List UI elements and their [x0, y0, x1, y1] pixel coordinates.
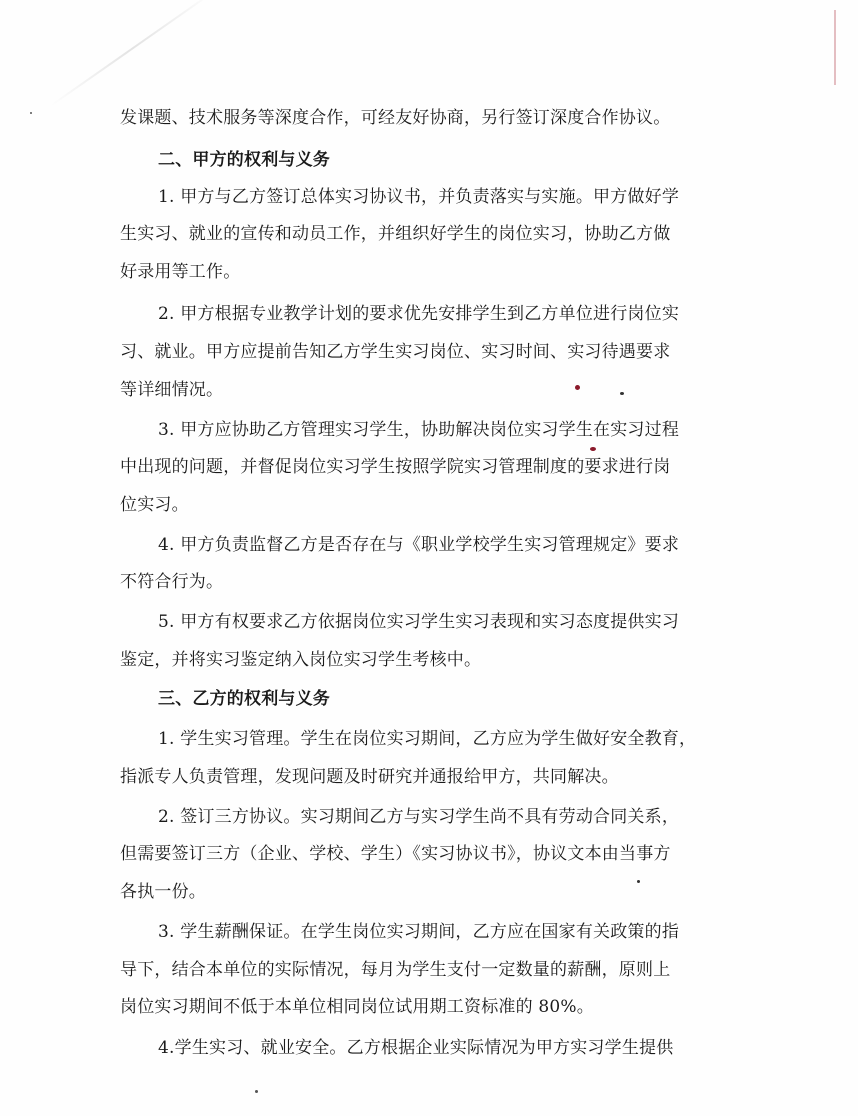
ink-speck	[637, 880, 640, 883]
ink-speck	[575, 385, 580, 390]
text-line: 各执一份。	[120, 882, 206, 902]
text-line: 指派专人负责管理，发现问题及时研究并通报给甲方，共同解决。	[120, 767, 619, 787]
text-line: 3. 甲方应协助乙方管理实习学生，协助解决岗位实习学生在实习过程	[158, 420, 680, 440]
ink-speck	[30, 112, 32, 114]
text-line: 2. 甲方根据专业教学计划的要求优先安排学生到乙方单位进行岗位实	[158, 304, 680, 324]
text-line: 中出现的问题，并督促岗位实习学生按照学院实习管理制度的要求进行岗	[120, 457, 671, 477]
ink-speck	[255, 1090, 258, 1093]
text-line: 4.学生实习、就业安全。乙方根据企业实际情况为甲方实习学生提供	[158, 1038, 674, 1058]
text-line: 3. 学生薪酬保证。在学生岗位实习期间，乙方应在国家有关政策的指	[158, 922, 680, 942]
text-line: 发课题、技术服务等深度合作，可经友好协商，另行签订深度合作协议。	[120, 108, 671, 128]
text-line: 1. 学生实习管理。学生在岗位实习期间，乙方应为学生做好安全教育，	[158, 729, 697, 749]
text-line: 习、就业。甲方应提前告知乙方学生实习岗位、实习时间、实习待遇要求	[120, 342, 671, 362]
text-line: 导下，结合本单位的实际情况，每月为学生支付一定数量的薪酬，原则上	[120, 960, 671, 980]
text-line: 鉴定，并将实习鉴定纳入岗位实习学生考核中。	[120, 650, 482, 670]
text-line: 好录用等工作。	[120, 262, 241, 282]
text-line: 等详细情况。	[120, 380, 224, 400]
scan-fold-line	[50, 0, 215, 107]
scan-edge-mark	[834, 10, 836, 85]
text-line: 4. 甲方负责监督乙方是否存在与《职业学校学生实习管理规定》要求	[158, 535, 680, 555]
text-line: 5. 甲方有权要求乙方依据岗位实习学生实习表现和实习态度提供实习	[158, 612, 680, 632]
text-line: 岗位实习期间不低于本单位相同岗位试用期工资标准的 80%。	[120, 997, 594, 1017]
text-line: 但需要签订三方（企业、学校、学生）《实习协议书》，协议文本由当事方	[120, 844, 671, 864]
text-line: 2. 签订三方协议。实习期间乙方与实习学生尚不具有劳动合同关系，	[158, 807, 680, 827]
section-heading-party-a: 二、甲方的权利与义务	[158, 150, 330, 170]
ink-speck	[590, 447, 596, 451]
text-line: 生实习、就业的宣传和动员工作，并组织好学生的岗位实习，协助乙方做	[120, 224, 671, 244]
text-line: 位实习。	[120, 495, 189, 515]
section-heading-party-b: 三、乙方的权利与义务	[158, 689, 330, 709]
ink-speck	[620, 392, 624, 395]
text-line: 不符合行为。	[120, 572, 224, 592]
text-line: 1. 甲方与乙方签订总体实习协议书，并负责落实与实施。甲方做好学	[158, 187, 680, 207]
